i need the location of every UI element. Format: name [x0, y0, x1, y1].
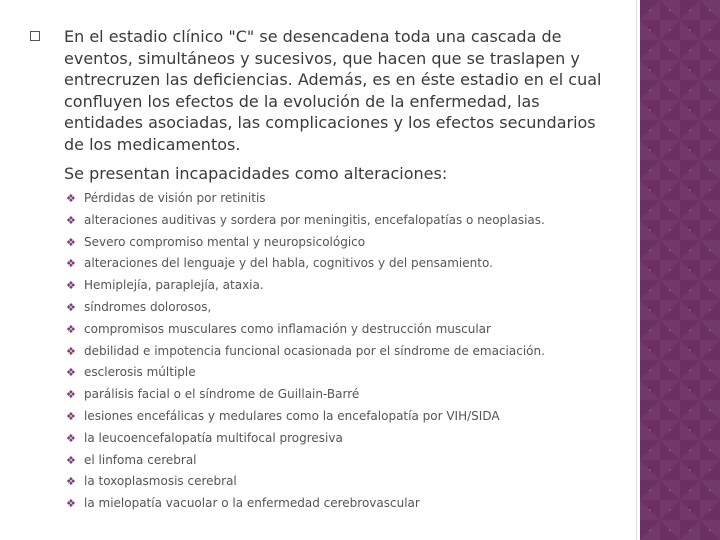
list-item-text: síndromes dolorosos,: [84, 299, 212, 314]
diamond-bullet-icon: ❖: [66, 300, 76, 314]
intro-paragraph: En el estadio clínico "C" se desencadena toda una cascada de eventos, simultáneos y sucesivos, que hacen que se traslapen y entrecruzen las deficiencias. Además, es en éste estadio en el cual confluyen los efectos de la evolución de la enfermedad, las entidades asociadas, las complicaciones y los efectos secundarios de los medicamentos.: [64, 27, 602, 154]
list-item: [66, 253, 626, 275]
list-item: [66, 297, 626, 319]
list-item: [66, 275, 626, 297]
list-item-text: alteraciones del lenguaje y del habla, cognitivos y del pensamiento.: [84, 256, 493, 271]
diamond-bullet-icon: ❖: [66, 497, 76, 511]
list-item: [66, 362, 626, 384]
list-item: [66, 471, 626, 493]
list-item: [66, 384, 626, 406]
list-item: [66, 450, 626, 472]
diamond-bullet-icon: ❖: [66, 322, 76, 336]
list-item-text: parálisis facial o el síndrome de Guillain-Barré: [84, 387, 360, 402]
diamond-bullet-icon: ❖: [66, 366, 76, 380]
list-item-text: lesiones encefálicas y medulares como la encefalopatía por VIH/SIDA: [84, 408, 500, 423]
diamond-bullet-icon: ❖: [66, 431, 76, 445]
list-item: [66, 188, 626, 210]
list-item-text: compromisos musculares como inflamación y destrucción muscular: [84, 321, 491, 336]
alterations-list: [66, 188, 626, 515]
list-item-text: la toxoplasmosis cerebral: [84, 474, 237, 489]
list-item-text: la mielopatía vacuolar o la enfermedad cerebrovascular: [84, 496, 420, 511]
list-item: [66, 428, 626, 450]
diamond-bullet-icon: ❖: [66, 279, 76, 293]
list-item: [66, 319, 626, 341]
square-outline-icon: [30, 31, 40, 41]
list-item-text: debilidad e impotencia funcional ocasionada por el síndrome de emaciación.: [84, 343, 545, 358]
list-item: [66, 210, 626, 232]
list-item-text: Hemiplejía, paraplejía, ataxia.: [84, 278, 264, 293]
diamond-bullet-icon: ❖: [66, 344, 76, 358]
list-item-text: Pérdidas de visión por retinitis: [84, 191, 266, 205]
list-item: [66, 493, 626, 515]
diamond-bullet-icon: ❖: [66, 409, 76, 423]
list-item-text: la leucoencefalopatía multifocal progresiva: [84, 430, 343, 445]
list-subheading: Se presentan incapacidades como alteraciones:: [64, 164, 448, 183]
diamond-bullet-icon: ❖: [66, 213, 76, 227]
list-item: [66, 406, 626, 428]
list-item-text: Severo compromiso mental y neuropsicológico: [84, 234, 366, 249]
list-item-text: esclerosis múltiple: [84, 365, 196, 380]
diamond-bullet-icon: ❖: [66, 257, 76, 271]
diamond-bullet-icon: ❖: [66, 475, 76, 489]
diamond-bullet-icon: ❖: [66, 388, 76, 402]
diamond-bullet-icon: ❖: [66, 235, 76, 249]
list-item: [66, 232, 626, 254]
list-item-text: el linfoma cerebral: [84, 452, 197, 467]
list-item-text: alteraciones auditivas y sordera por meningitis, encefalopatías o neoplasias.: [84, 212, 545, 227]
diamond-bullet-icon: ❖: [66, 192, 76, 205]
divider-line: [636, 0, 637, 540]
list-item: [66, 341, 626, 363]
diamond-bullet-icon: ❖: [66, 453, 76, 467]
decorative-side-panel: [640, 0, 720, 540]
